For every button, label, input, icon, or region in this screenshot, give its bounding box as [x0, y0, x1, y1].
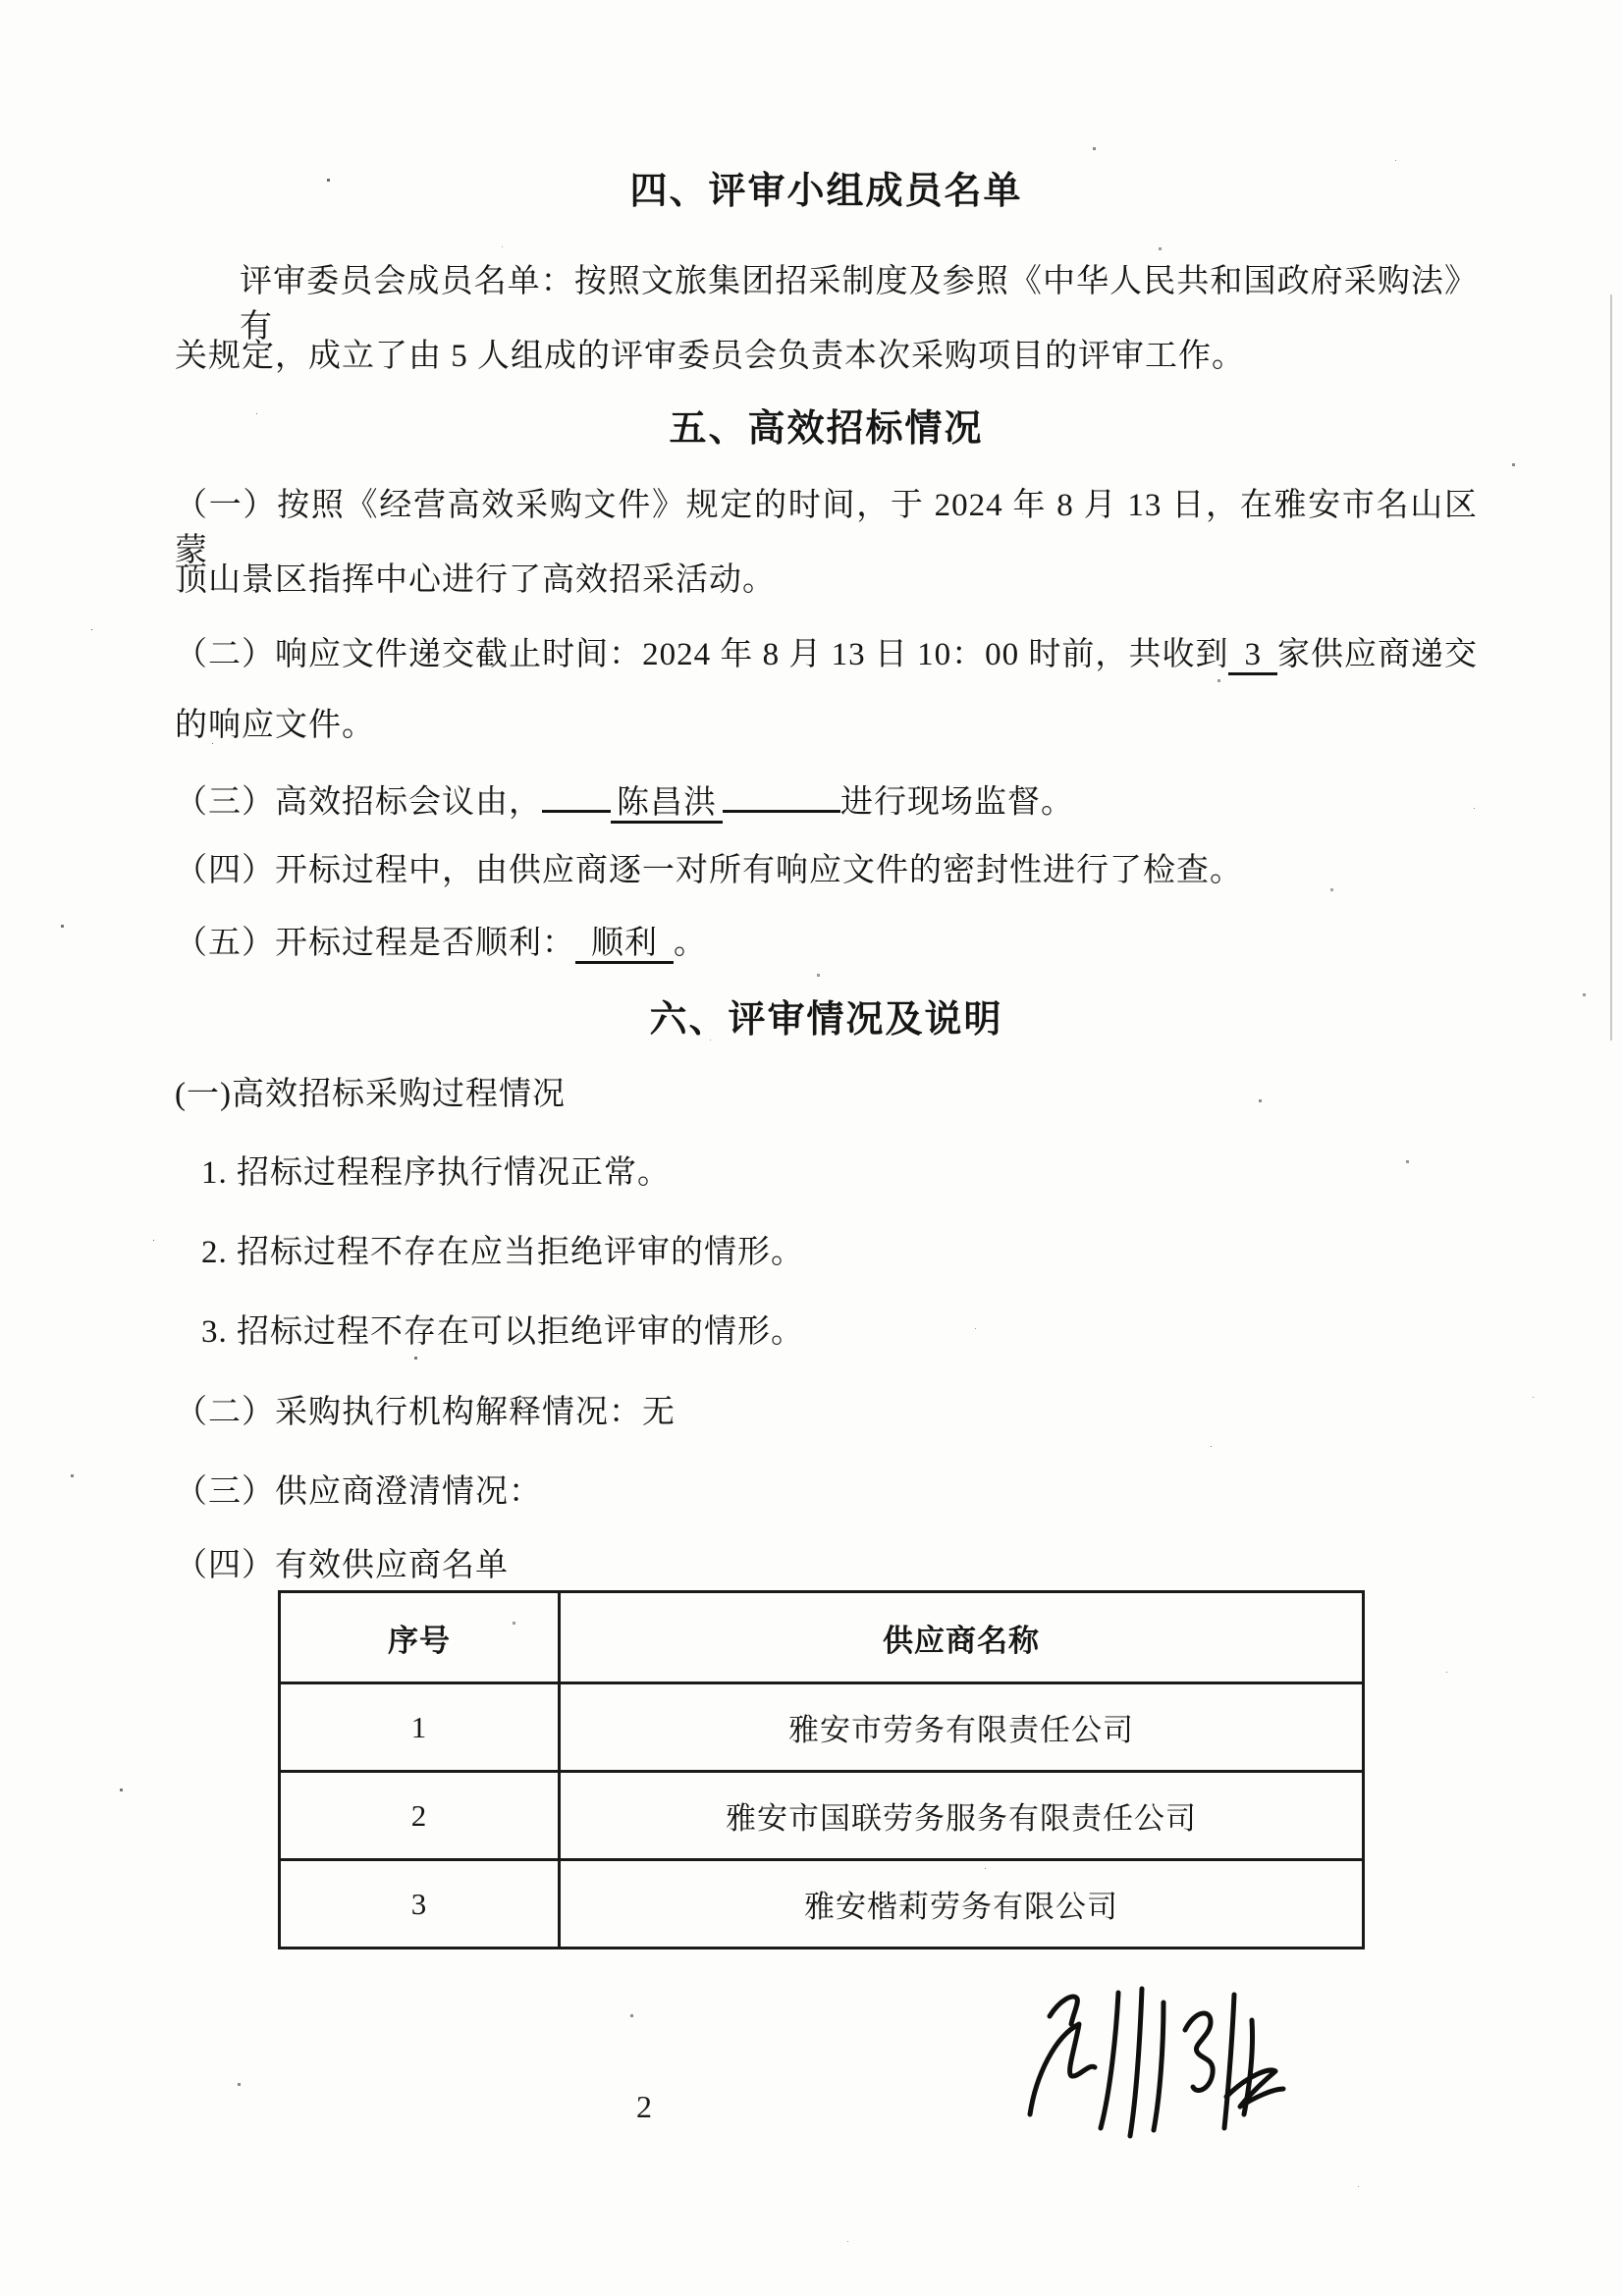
section6-item4: （四）有效供应商名单	[175, 1548, 509, 1583]
section6-item3: （三）供应商澄清情况：	[175, 1474, 542, 1510]
section5-item2-line2: 的响应文件。	[175, 708, 375, 743]
section6-item1-sub3: 3. 招标过程不存在可以拒绝评审的情形。	[201, 1314, 804, 1350]
valid-supplier-table	[278, 1590, 1365, 1949]
underline-blank	[542, 775, 611, 813]
item5-suffix: 。	[674, 926, 707, 961]
section5-heading: 五、高效招标情况	[669, 408, 984, 450]
supplier-name: 雅安市劳务有限责任公司	[560, 1683, 1364, 1772]
supplier-row	[280, 1683, 1364, 1772]
answer-underlined: 顺利	[575, 926, 674, 964]
underline-blank	[723, 775, 840, 813]
section6-heading: 六、评审情况及说明	[649, 999, 1003, 1041]
section5-item1-line1: （一）按照《经营高效采购文件》规定的时间，于 2024 年 8 月 13 日，在雅安市名山区蒙	[175, 488, 1478, 568]
section6-item1-sub1: 1. 招标过程程序执行情况正常。	[201, 1155, 671, 1191]
supplier-no: 3	[280, 1860, 560, 1949]
supplier-no: 2	[280, 1772, 560, 1860]
section6-item1-sub2: 2. 招标过程不存在应当拒绝评审的情形。	[201, 1235, 804, 1270]
supplier-name: 雅安市国联劳务服务有限责任公司	[560, 1772, 1364, 1860]
item2-suffix: 家供应商递交	[1276, 637, 1479, 672]
handwritten-signature-icon	[1016, 1981, 1291, 2148]
section5-item1-line2: 顶山景区指挥中心进行了高效招采活动。	[175, 562, 776, 598]
section4-paragraph-line1: 评审委员会成员名单：按照文旅集团招采制度及参照《中华人民共和国政府采购法》有	[240, 264, 1478, 345]
supplier-row	[280, 1772, 1364, 1860]
scan-noise-speckles	[0, 0, 3, 3]
table-header-cell-name: 供应商名称	[560, 1592, 1364, 1683]
item3-prefix: （三）高效招标会议由，	[175, 784, 542, 821]
section4-paragraph-line2: 关规定，成立了由 5 人组成的评审委员会负责本次采购项目的评审工作。	[175, 339, 1245, 374]
supervisor-name-underlined: 陈昌洪	[611, 785, 723, 824]
page-number: 2	[636, 2089, 652, 2124]
section5-item2-line1	[175, 632, 1478, 677]
section5-item5	[175, 921, 1478, 966]
section4-heading: 四、评审小组成员名单	[629, 171, 1023, 212]
scan-edge-artifact	[1610, 294, 1612, 1041]
section5-item3	[175, 775, 1478, 826]
supplier-name: 雅安楷莉劳务有限公司	[560, 1860, 1364, 1949]
section6-item2: （二）采购执行机构解释情况：无	[175, 1395, 676, 1430]
supplier-no: 1	[280, 1683, 560, 1772]
item5-prefix: （五）开标过程是否顺利：	[175, 926, 575, 961]
section6-item1: (一)高效招标采购过程情况	[175, 1077, 566, 1112]
section5-item4: （四）开标过程中，由供应商逐一对所有响应文件的密封性进行了检查。	[175, 853, 1243, 888]
supplier-count-underlined: 3	[1228, 637, 1277, 675]
table-header-row	[280, 1592, 1364, 1683]
table-header-cell-no: 序号	[280, 1592, 560, 1683]
supplier-row	[280, 1860, 1364, 1949]
item2-prefix: （二）响应文件递交截止时间：2024 年 8 月 13 日 10：00 时前，共收到	[175, 637, 1229, 672]
item3-suffix: 进行现场监督。	[840, 784, 1074, 821]
